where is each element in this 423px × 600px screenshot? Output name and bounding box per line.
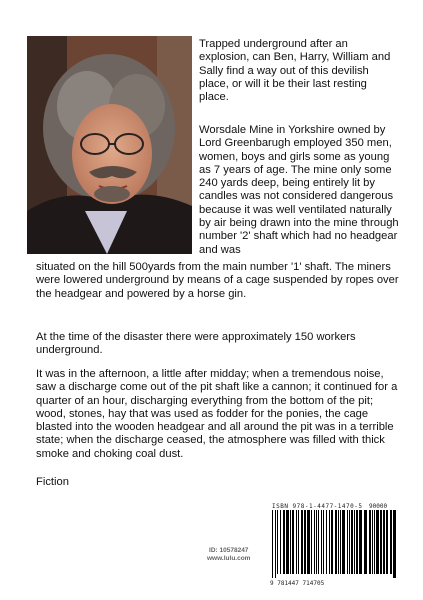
lulu-site: www.lulu.com: [207, 555, 251, 562]
barcode-bar: [372, 510, 373, 574]
barcode-bar: [380, 510, 382, 574]
barcode-bar: [338, 510, 339, 574]
barcode-bar: [326, 510, 327, 574]
barcode-bar: [290, 510, 291, 574]
barcode-bar: [347, 510, 348, 574]
barcode-bar: [349, 510, 350, 574]
barcode-bar: [383, 510, 385, 574]
barcode-bar: [272, 510, 273, 578]
barcode-bar: [359, 510, 362, 574]
barcode-bar: [301, 510, 303, 574]
barcode-bar: [314, 510, 315, 574]
barcode-digits: 9 781447 714705: [270, 580, 325, 587]
barcode-bar: [316, 510, 317, 574]
barcode-bar: [393, 510, 396, 578]
author-portrait-image: [27, 36, 192, 254]
disaster-count-paragraph: At the time of the disaster there were approximately 150 workers underground.: [36, 331, 356, 357]
isbn-text: ISBN 978-1-4477-1470-5: [272, 503, 363, 510]
barcode-bar: [304, 510, 306, 574]
price-code: 90000: [369, 503, 388, 510]
barcode-bar: [275, 510, 276, 578]
barcode-bar: [354, 510, 355, 574]
barcode-bar: [292, 510, 294, 574]
author-photo: [27, 36, 192, 254]
barcode-bar: [390, 510, 392, 574]
barcode-bar: [307, 510, 310, 574]
barcode-bar: [277, 510, 278, 574]
barcode-bar: [331, 510, 333, 574]
mine-paragraph-start: Worsdale Mine in Yorkshire owned by Lord Greenbarugh employed 350 men, women, boys and girls some as young as 7 years of age. The mine only some 240 yards deep, being entirely lit by candles was not considered dangerous because it was well ventilated naturally by air being drawn into the mine through number '2' shaft which had no headgear and was: [199, 124, 399, 256]
barcode-bar: [321, 510, 322, 574]
blurb-text: Trapped underground after an explosion, can Ben, Harry, William and Sally find a way out of this devilish place, or will it be their last resting place.: [199, 38, 391, 104]
barcode-bar: [318, 510, 319, 574]
lulu-id-label: [207, 547, 250, 563]
barcode-bar: [283, 510, 285, 574]
barcode-bar: [340, 510, 341, 574]
barcode-bar: [286, 510, 289, 574]
barcode-bar: [335, 510, 337, 574]
barcode-bar: [323, 510, 324, 574]
mine-paragraph-continued: situated on the hill 500yards from the main number '1' shaft. The miners were lowered underground by means of a cage suspended by ropes over the headgear and powered by a horse gin.: [36, 261, 399, 300]
lulu-id: ID: 10578247: [209, 547, 249, 554]
barcode-bar: [376, 510, 379, 574]
barcode-bar: [351, 510, 353, 574]
barcode-image: [268, 510, 400, 588]
barcode-bar: [329, 510, 330, 574]
barcode-bar: [364, 510, 367, 574]
barcode-bar: [374, 510, 375, 574]
barcode-bar: [280, 510, 281, 574]
barcode-bar: [296, 510, 297, 574]
barcode-bar: [342, 510, 345, 574]
barcode-bar: [311, 510, 312, 574]
barcode-bar: [369, 510, 371, 574]
afternoon-paragraph: It was in the afternoon, a little after midday; when a tremendous noise, saw a discharge come out of the pit shaft like a cannon; it continued for a quarter of an hour, discharging everything from the bottom of the pit; wood, stones, hay that was used as fodder for the ponies, the cage blasted into the wooden headgear and all around the pit was in a terrible state; when the discharge ceased, the atmosphere was filled with thick smoke and choking coal dust.: [36, 368, 398, 460]
barcode-bar: [356, 510, 358, 574]
barcode-bar: [298, 510, 299, 574]
genre-label: Fiction: [36, 476, 69, 488]
barcode-bar: [386, 510, 388, 574]
